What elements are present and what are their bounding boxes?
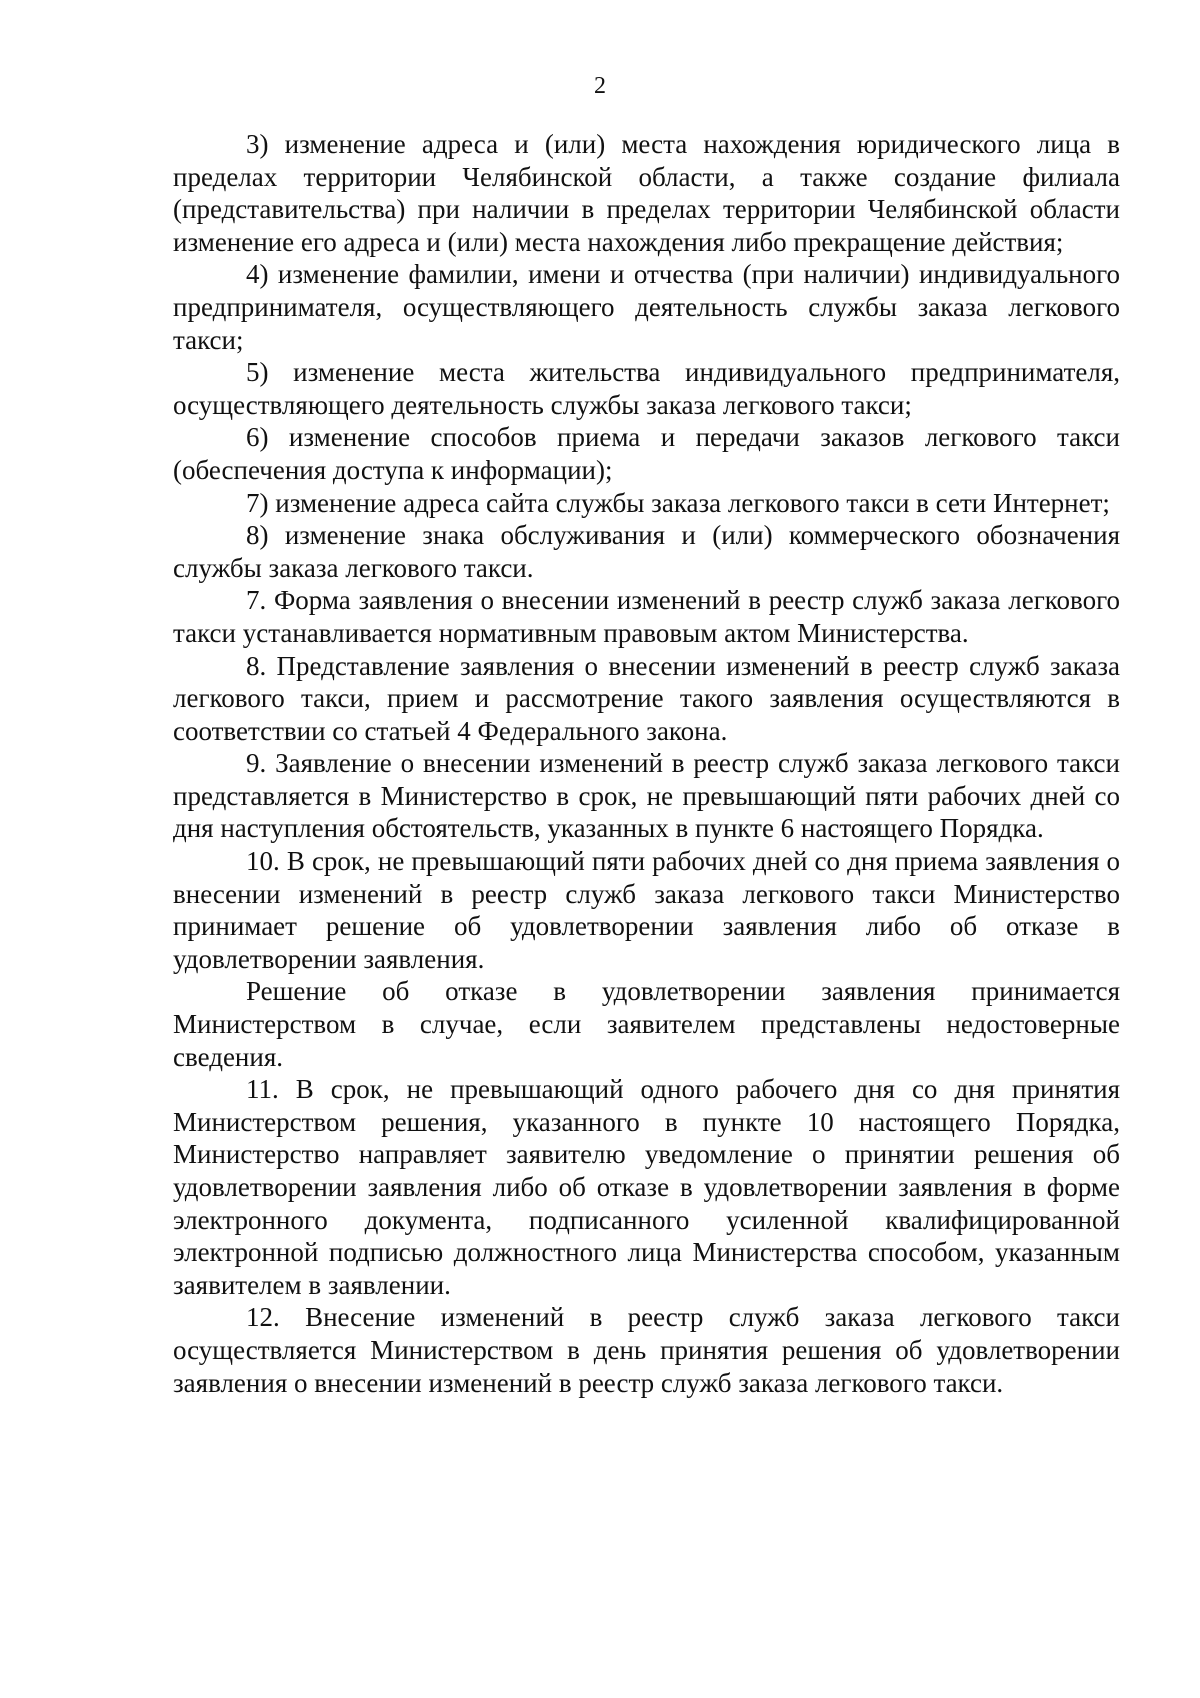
paragraph-clause-8: 8. Представление заявления о внесении изменений в реестр служб заказа легкового такси, прием и рассмотрение такого заявления осуществляются в соответствии со статьей 4 Федерального закона. — [173, 650, 1120, 746]
page-number: 2 — [594, 73, 606, 99]
paragraph-item-3: 3) изменение адреса и (или) места нахождения юридического лица в пределах территории Челябинской области, а также создание филиала (представительства) при наличии в пределах территории Челябинской области изменение его адреса и (или) места нахождения либо прекращение действия; — [173, 129, 1120, 257]
paragraph-refusal-decision: Решение об отказе в удовлетворении заявления принимается Министерством в случае, если заявителем представлены недостоверные сведения. — [173, 976, 1120, 1072]
paragraph-clause-11: 11. В срок, не превышающий одного рабочего дня со дня принятия Министерством решения, указанного в пункте 10 настоящего Порядка, Министерство направляет заявителю уведомление о принятии решения об удовлетворении заявления либо об отказе в удовлетворении заявления в форме электронного документа, подписанного усиленной квалифицированной электронной подписью должностного лица Министерства способом, указанным заявителем в заявлении. — [173, 1074, 1120, 1300]
paragraph-clause-7: 7. Форма заявления о внесении изменений в реестр служб заказа легкового такси устанавливается нормативным правовым актом Министерства. — [173, 585, 1120, 648]
paragraph-clause-10: 10. В срок, не превышающий пяти рабочих дней со дня приема заявления о внесении изменений в реестр служб заказа легкового такси Министерство принимает решение об удовлетворении заявления либо об отказе в удовлетворении заявления. — [173, 846, 1120, 974]
paragraph-item-7: 7) изменение адреса сайта службы заказа легкового такси в сети Интернет; — [246, 487, 1110, 518]
paragraph-item-6: 6) изменение способов приема и передачи заказов легкового такси (обеспечения доступа к информации); — [173, 422, 1120, 485]
paragraph-item-4: 4) изменение фамилии, имени и отчества (при наличии) индивидуального предпринимателя, осуществляющего деятельность службы заказа легкового такси; — [173, 259, 1120, 355]
document-body — [173, 128, 1120, 1399]
paragraph-clause-9: 9. Заявление о внесении изменений в реестр служб заказа легкового такси представляется в Министерство в срок, не превышающий пяти рабочих дней со дня наступления обстоятельств, указанных в пункте 6 настоящего Порядка. — [173, 748, 1120, 844]
paragraph-clause-12: 12. Внесение изменений в реестр служб заказа легкового такси осуществляется Министерством в день принятия решения об удовлетворении заявления о внесении изменений в реестр служб заказа легкового такси. — [173, 1302, 1120, 1398]
paragraph-item-8: 8) изменение знака обслуживания и (или) коммерческого обозначения службы заказа легкового такси. — [173, 520, 1120, 583]
paragraph-item-5: 5) изменение места жительства индивидуального предпринимателя, осуществляющего деятельность службы заказа легкового такси; — [173, 357, 1120, 420]
